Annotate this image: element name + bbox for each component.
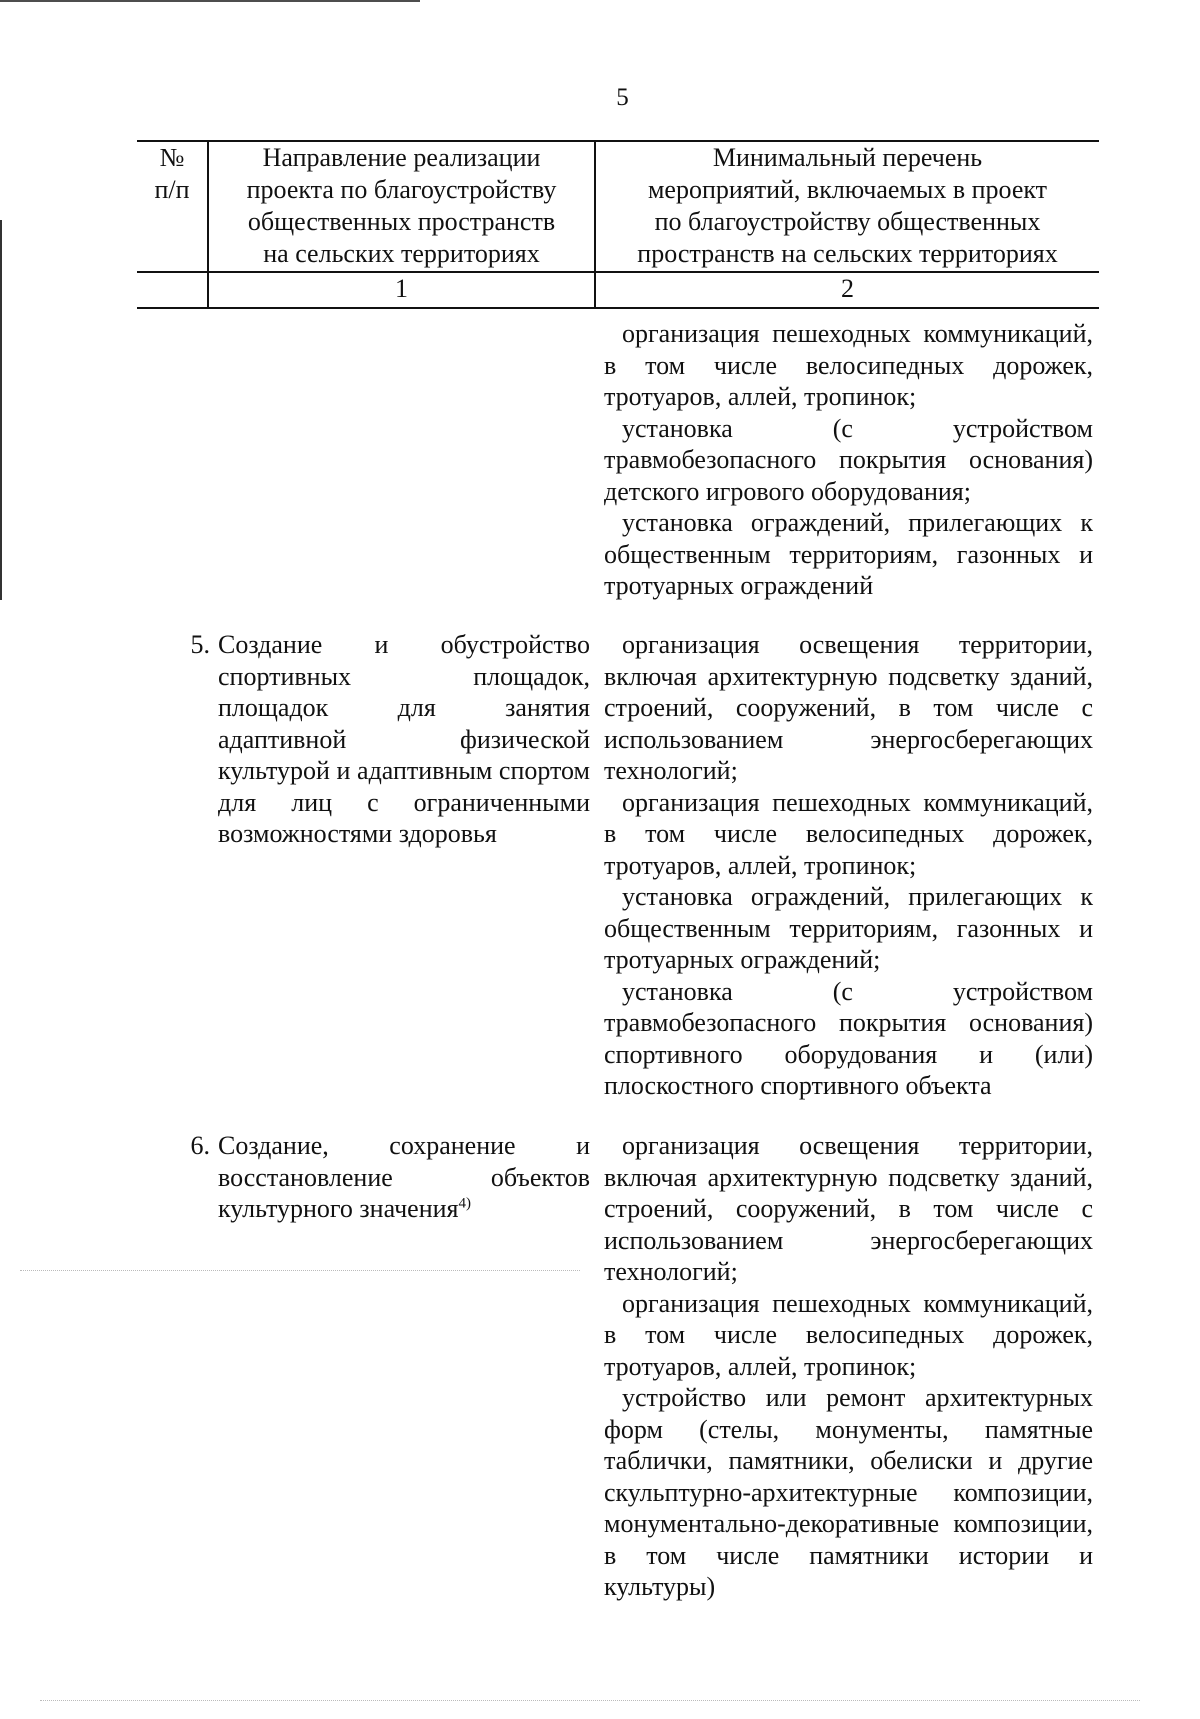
measure-item: устройство или ремонт архитектурных форм (стелы, монументы, памятные таблички, памятники, обелиски и другие скульптурно-архитектурные композиции, монументально-декоративные композиции, в том числе памятники истории и культуры) [604, 1383, 1093, 1601]
measure-item: установка ограждений, прилегающих к общественным территориям, газонных и тротуарных ограждений [604, 508, 1093, 600]
row-number: 5. [190, 630, 210, 659]
scan-edge-top [0, 0, 420, 5]
scan-edge-left [0, 220, 2, 600]
row-direction: Создание и обустройство спортивных площадок, площадок для занятия адаптивной физической культурой и адаптивным спортом для лиц с ограниченными возможностями здоровья [218, 630, 590, 848]
row-measures [604, 1130, 1093, 1603]
header-bottom-line [137, 307, 1099, 309]
measure-item: установка (с устройством травмобезопасного покрытия основания) детского игрового оборудования; [604, 413, 1093, 506]
continuation-measures [604, 318, 1093, 602]
header-measures [596, 142, 1099, 270]
header-measures-text: Минимальный перечень мероприятий, включаемых в проект по благоустройству общественных пространств на сельских территориях [637, 143, 1058, 268]
header-num-text: № п/п [154, 143, 190, 204]
measure-item: организация пешеходных коммуникаций, в том числе велосипедных дорожек, тротуаров, аллей, тропинок; [604, 787, 1093, 880]
header-direction [209, 142, 594, 270]
column-index-1: 1 [395, 274, 408, 303]
measure-item: организация освещения территории, включая архитектурную подсветку зданий, строений, сооружений, в том числе с использованием энергосберегающих технологий; [604, 630, 1093, 785]
header-num [137, 142, 207, 206]
row-number: 6. [190, 1131, 210, 1160]
header-direction-text: Направление реализации проекта по благоустройству общественных пространств на сельских территориях [246, 143, 557, 268]
column-index-2: 2 [841, 274, 854, 303]
row-direction [218, 1130, 590, 1225]
header-mid-line [137, 271, 1099, 273]
measure-item: установка (с устройством травмобезопасного покрытия основания) спортивного оборудования и (или) плоскостного спортивного объекта [604, 976, 1093, 1100]
table-header [137, 140, 1099, 309]
measure-item: организация пешеходных коммуникаций, в том числе велосипедных дорожек, тротуаров, аллей, тропинок; [604, 1288, 1093, 1381]
page-number: 5 [616, 84, 629, 111]
measure-item: организация пешеходных коммуникаций, в том числе велосипедных дорожек, тротуаров, аллей, тропинок; [604, 319, 1093, 411]
footnote-mark: 4) [458, 1195, 471, 1212]
measure-item: установка ограждений, прилегающих к общественным территориям, газонных и тротуарных ограждений; [604, 882, 1093, 974]
row-direction-text: Создание, сохранение и восстановление объектов культурного значения [218, 1131, 590, 1223]
scan-noise [20, 1270, 580, 1271]
measure-item: организация освещения территории, включая архитектурную подсветку зданий, строений, сооружений, в том числе с использованием энергосберегающих технологий; [604, 1131, 1093, 1286]
scan-noise [40, 1700, 1140, 1701]
row-measures [604, 629, 1093, 1102]
